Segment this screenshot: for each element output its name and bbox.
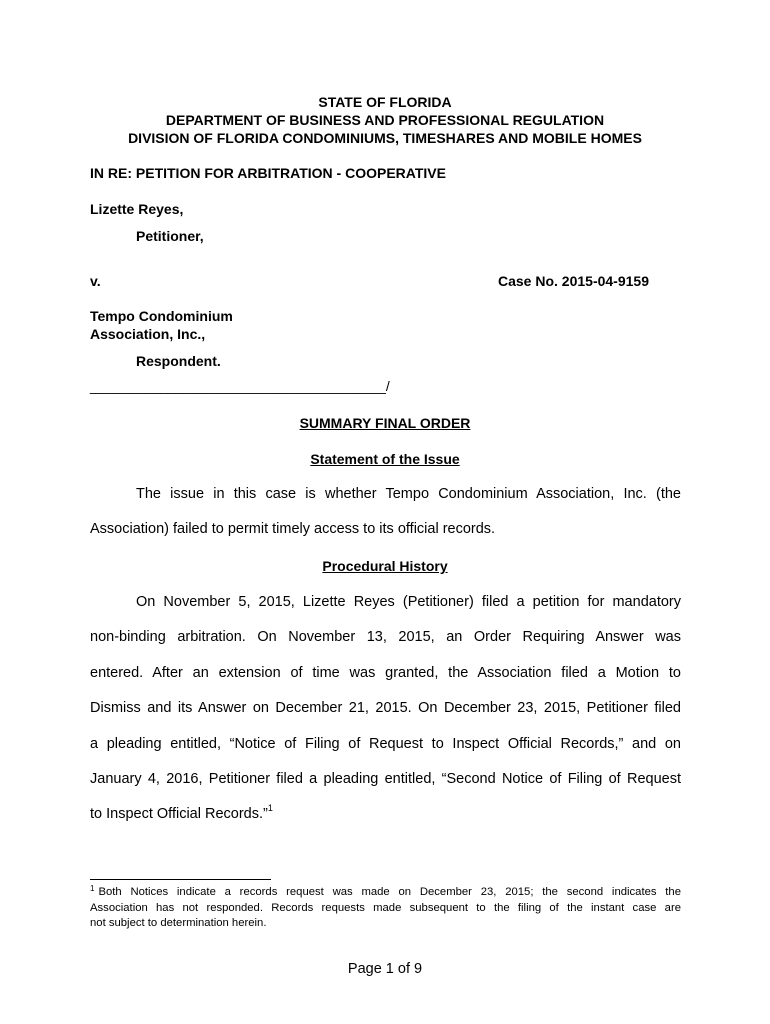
footnote-line: Association has not responded. Records requests made subsequent to the filing of the instant case are — [90, 902, 681, 914]
footnote-mark: 1 — [90, 884, 95, 893]
footnote-reference: 1 — [267, 803, 273, 813]
footnote-line — [90, 886, 681, 898]
issue-heading: Statement of the Issue — [310, 451, 460, 467]
history-line: On November 5, 2015, Lizette Reyes (Petitioner) filed a petition for mandatory — [136, 594, 681, 610]
history-line: a pleading entitled, “Notice of Filing of Request to Inspect Official Records,” and on — [90, 736, 681, 752]
history-line-text: to Inspect Official Records.” — [90, 806, 268, 822]
caption-signature-line: ______________________________________/ — [90, 378, 390, 394]
respondent-role: Respondent. — [136, 353, 221, 369]
issue-line: Association) failed to permit timely access to its official records. — [90, 521, 496, 537]
history-line: non-binding arbitration. On November 13, 2015, an Order Requiring Answer was — [90, 629, 681, 645]
case-number: Case No. 2015-04-9159 — [498, 273, 649, 289]
history-line: entered. After an extension of time was granted, the Association filed a Motion to — [90, 665, 681, 681]
petitioner-name: Lizette Reyes, — [90, 201, 184, 217]
header-division: DIVISION OF FLORIDA CONDOMINIUMS, TIMESHARES AND MOBILE HOMES — [128, 130, 642, 146]
header-department: DEPARTMENT OF BUSINESS AND PROFESSIONAL REGULATION — [165, 112, 605, 128]
in-re-line: IN RE: PETITION FOR ARBITRATION - COOPERATIVE — [90, 165, 446, 181]
petitioner-role: Petitioner, — [136, 228, 204, 244]
respondent-name-line-2: Association, Inc., — [90, 326, 206, 342]
issue-line: The issue in this case is whether Tempo Condominium Association, Inc. (the — [136, 486, 681, 502]
header-state: STATE OF FLORIDA — [318, 94, 452, 110]
versus: v. — [90, 273, 101, 289]
footnote-divider — [90, 879, 271, 880]
history-line: Dismiss and its Answer on December 21, 2015. On December 23, 2015, Petitioner filed — [90, 700, 681, 716]
footnote-line-text: Both Notices indicate a records request was made on December 23, 2015; the second indicates the — [98, 886, 681, 898]
history-line-last — [90, 803, 681, 822]
page-number: Page 1 of 9 — [347, 961, 423, 977]
history-heading: Procedural History — [322, 558, 448, 574]
respondent-name-line-1: Tempo Condominium — [90, 308, 233, 324]
footnote-line: not subject to determination herein. — [90, 917, 267, 929]
order-title: SUMMARY FINAL ORDER — [299, 415, 471, 431]
history-line: January 4, 2016, Petitioner filed a pleading entitled, “Second Notice of Filing of Request — [90, 771, 681, 787]
